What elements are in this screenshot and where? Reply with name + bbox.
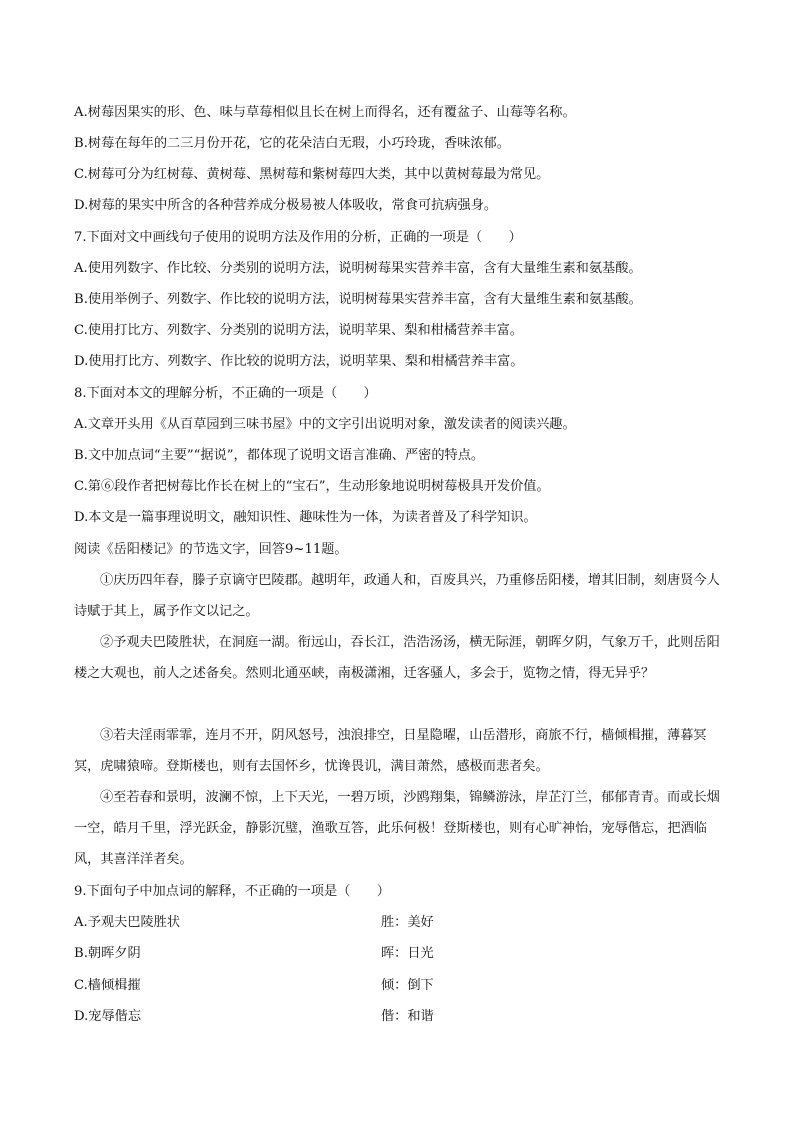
passage-paragraph-4: ④至若春和景明，波澜不惊，上下天光，一碧万顷，沙鸥翔集，锦鳞游泳，岸芷汀兰，郁郁青青。而或长烟一空，皓月千里，浮光跃金，静影沉璧，渔歌互答，此乐何极！登斯楼也，则有心旷神怡，宠辱偕忘，把酒临风，其喜洋洋者矣。 [74, 790, 720, 867]
q9-option-c-sentence: C.樯倾楫摧 [74, 978, 141, 993]
q7-option-c: C.使用打比方、列数字、分类别的说明方法，说明苹果、梨和柑橘营养丰富。 [74, 323, 523, 338]
q7-option-a: A.使用列数字、作比较、分类别的说明方法，说明树莓果实营养丰富，含有大量维生素和氨基酸。 [74, 261, 642, 276]
passage-paragraph-3: ③若夫淫雨霏霏，连月不开，阴风怒号，浊浪排空，日星隐曜，山岳潜形，商旅不行，樯倾楫摧，薄暮冥冥，虎啸猿啼。登斯楼也，则有去国怀乡，忧谗畏讥，满目萧然，感极而悲者矣。 [74, 728, 707, 774]
passage-paragraph-1: ①庆历四年春，滕子京谪守巴陵郡。越明年，政通人和，百废具兴，乃重修岳阳楼，增其旧制，刻唐贤今人诗赋于其上，属予作文以记之。 [74, 573, 720, 619]
reading-intro: 阅读《岳阳楼记》的节选文字，回答9~11题。 [74, 542, 348, 557]
passage-paragraph-2: ②予观夫巴陵胜状，在洞庭一湖。衔远山，吞长江，浩浩汤汤，横无际涯，朝晖夕阴，气象万千，此则岳阳楼之大观也，前人之述备矣。然则北通巫峡，南极潇湘，迁客骚人，多会于，览物之情，得无异乎？ [74, 635, 720, 681]
q9-option-b-sentence: B.朝晖夕阴 [74, 946, 141, 961]
q6-option-d: D.树莓的果实中所含的各种营养成分极易被人体吸收，常食可抗病强身。 [74, 198, 498, 213]
q7-stem: 7.下面对文中画线句子使用的说明方法及作用的分析，正确的一项是（ ） [74, 230, 522, 245]
q9-option-a-sentence: A.予观夫巴陵胜状 [74, 915, 181, 930]
q6-option-c: C.树莓可分为红树莓、黄树莓、黑树莓和紫树莓四大类，其中以黄树莓最为常见。 [74, 167, 550, 182]
q6-option-b: B.树莓在每年的二三月份开花，它的花朵洁白无瑕，小巧玲珑，香味浓郁。 [74, 136, 510, 151]
q6-option-a: A.树莓因果实的形、色、味与草莓相似且长在树上而得名，还有覆盆子、山莓等名称。 [74, 105, 576, 120]
q9-stem: 9.下面句子中加点词的解释，不正确的一项是（ ） [74, 884, 390, 899]
q7-option-d: D.使用打比方、列数字、作比较的说明方法，说明苹果、梨和柑橘营养丰富。 [74, 354, 524, 369]
q9-option-c-gloss: 倾：倒下 [381, 978, 434, 993]
q9-option-a-gloss: 胜：美好 [381, 915, 434, 930]
q8-option-c: C.第⑥段作者把树莓比作长在树上的“宝石”，生动形象地说明树莓极具开发价值。 [74, 479, 550, 494]
q7-option-b: B.使用举例子、列数字、作比较的说明方法，说明树莓果实营养丰富，含有大量维生素和氨基酸。 [74, 292, 642, 307]
q9-option-d-gloss: 偕：和谐 [381, 1009, 434, 1024]
q9-option-d-sentence: D.宠辱偕忘 [74, 1009, 142, 1024]
q8-stem: 8.下面对本文的理解分析，不正确的一项是（ ） [74, 386, 377, 401]
q8-option-b: B.文中加点词“主要”“据说”，都体现了说明文语言准确、严密的特点。 [74, 448, 485, 463]
q9-option-b-gloss: 晖：日光 [381, 946, 434, 961]
q8-option-d: D.本文是一篇事理说明文，融知识性、趣味性为一体，为读者普及了科学知识。 [74, 510, 537, 525]
q8-option-a: A.文章开头用《从百草园到三味书屋》中的文字引出说明对象，激发读者的阅读兴趣。 [74, 417, 576, 432]
